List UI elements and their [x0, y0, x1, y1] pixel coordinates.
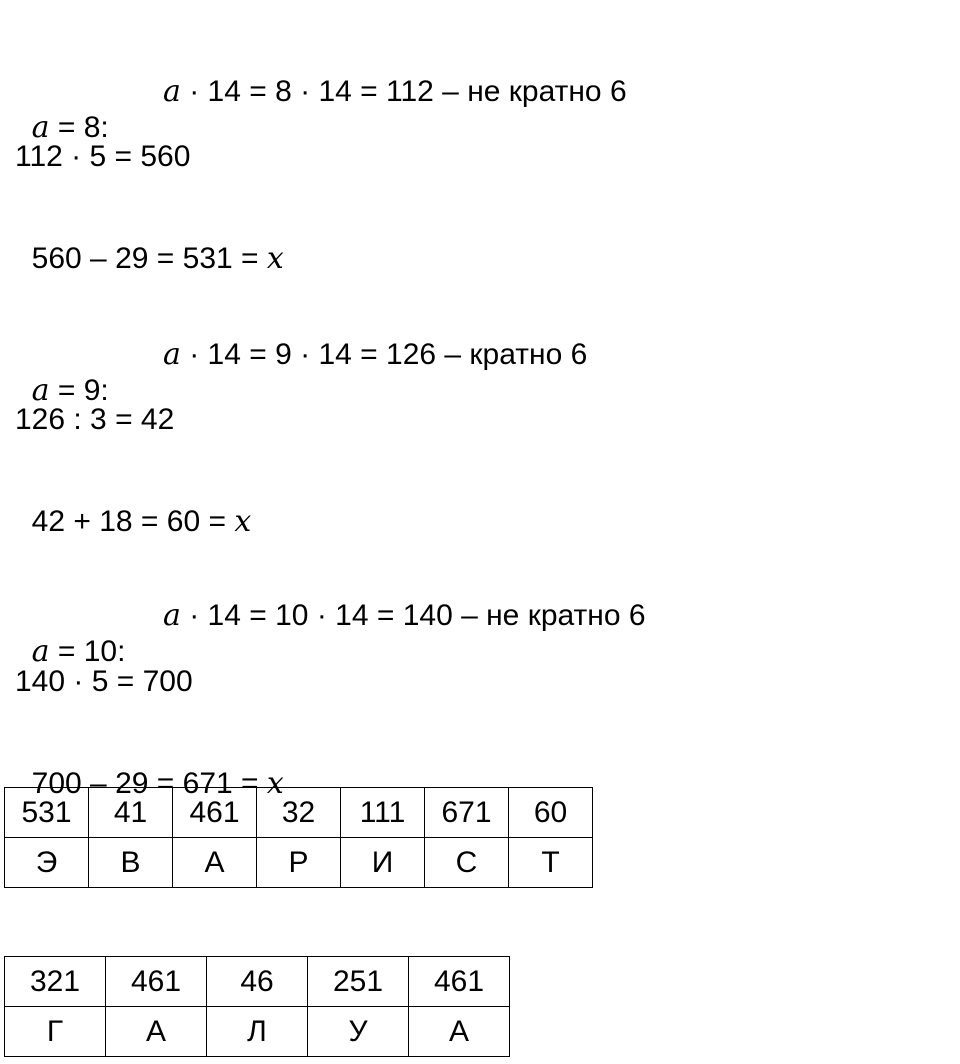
table-cell-letter: Г [5, 1007, 106, 1057]
table-cell-letter: С [425, 838, 509, 888]
case-1-step-3-expression: 560 – 29 = 531 = [31, 242, 267, 275]
table-cell-number: 46 [207, 957, 308, 1007]
case-1-multiplication: · 14 = 8 · 14 = 112 – не кратно 6 [180, 75, 627, 108]
table-cell-letter: Р [257, 838, 341, 888]
table-cell-letter: И [341, 838, 425, 888]
table-row-numbers [5, 957, 510, 1007]
table-cell-number: 60 [509, 788, 593, 838]
table-cell-number: 461 [173, 788, 257, 838]
variable-a: a [31, 373, 50, 408]
decode-table-1 [4, 787, 593, 888]
variable-a: a [163, 337, 181, 372]
table-cell-number: 111 [341, 788, 425, 838]
table-row-letters [5, 838, 593, 888]
table-cell-letter: У [308, 1007, 409, 1057]
case-1-step-2: 112 · 5 = 560 [15, 140, 191, 173]
case-2-step-3 [15, 468, 251, 540]
table-cell-number: 461 [106, 957, 207, 1007]
decode-table-2 [4, 956, 510, 1057]
case-2-condition: = 9: [49, 374, 109, 407]
table-cell-letter: А [106, 1007, 207, 1057]
table-cell-number: 251 [308, 957, 409, 1007]
case-2-step-3-expression: 42 + 18 = 60 = [31, 505, 235, 538]
variable-x: x [234, 504, 252, 539]
table-cell-number: 32 [257, 788, 341, 838]
case-2-multiplication: · 14 = 9 · 14 = 126 – кратно 6 [180, 338, 588, 371]
table-cell-number: 321 [5, 957, 106, 1007]
table-cell-letter: Л [207, 1007, 308, 1057]
case-1-condition: = 8: [49, 111, 109, 144]
case-2-step-2: 126 : 3 = 42 [15, 403, 175, 436]
table-cell-letter: А [409, 1007, 510, 1057]
case-3-step-2: 140 · 5 = 700 [15, 665, 193, 698]
variable-x: x [266, 241, 284, 276]
table-cell-letter: А [173, 838, 257, 888]
table-cell-number: 671 [425, 788, 509, 838]
variable-a: a [31, 634, 50, 669]
case-3-multiplication: · 14 = 10 · 14 = 140 – не кратно 6 [180, 599, 646, 632]
variable-a: a [163, 598, 181, 633]
variable-x: x [266, 766, 284, 801]
case-3-step-3-expression: 700 – 29 = 671 = [31, 767, 267, 800]
variable-a: a [163, 74, 181, 109]
table-cell-number: 461 [409, 957, 510, 1007]
case-3-condition: = 10: [49, 635, 126, 668]
table-row-numbers [5, 788, 593, 838]
table-row-letters [5, 1007, 510, 1057]
table-cell-number: 531 [5, 788, 89, 838]
table-cell-number: 41 [89, 788, 173, 838]
table-cell-letter: В [89, 838, 173, 888]
table-cell-letter: Э [5, 838, 89, 888]
table-cell-letter: Т [509, 838, 593, 888]
variable-a: a [31, 110, 50, 145]
case-1-step-3 [15, 205, 284, 277]
